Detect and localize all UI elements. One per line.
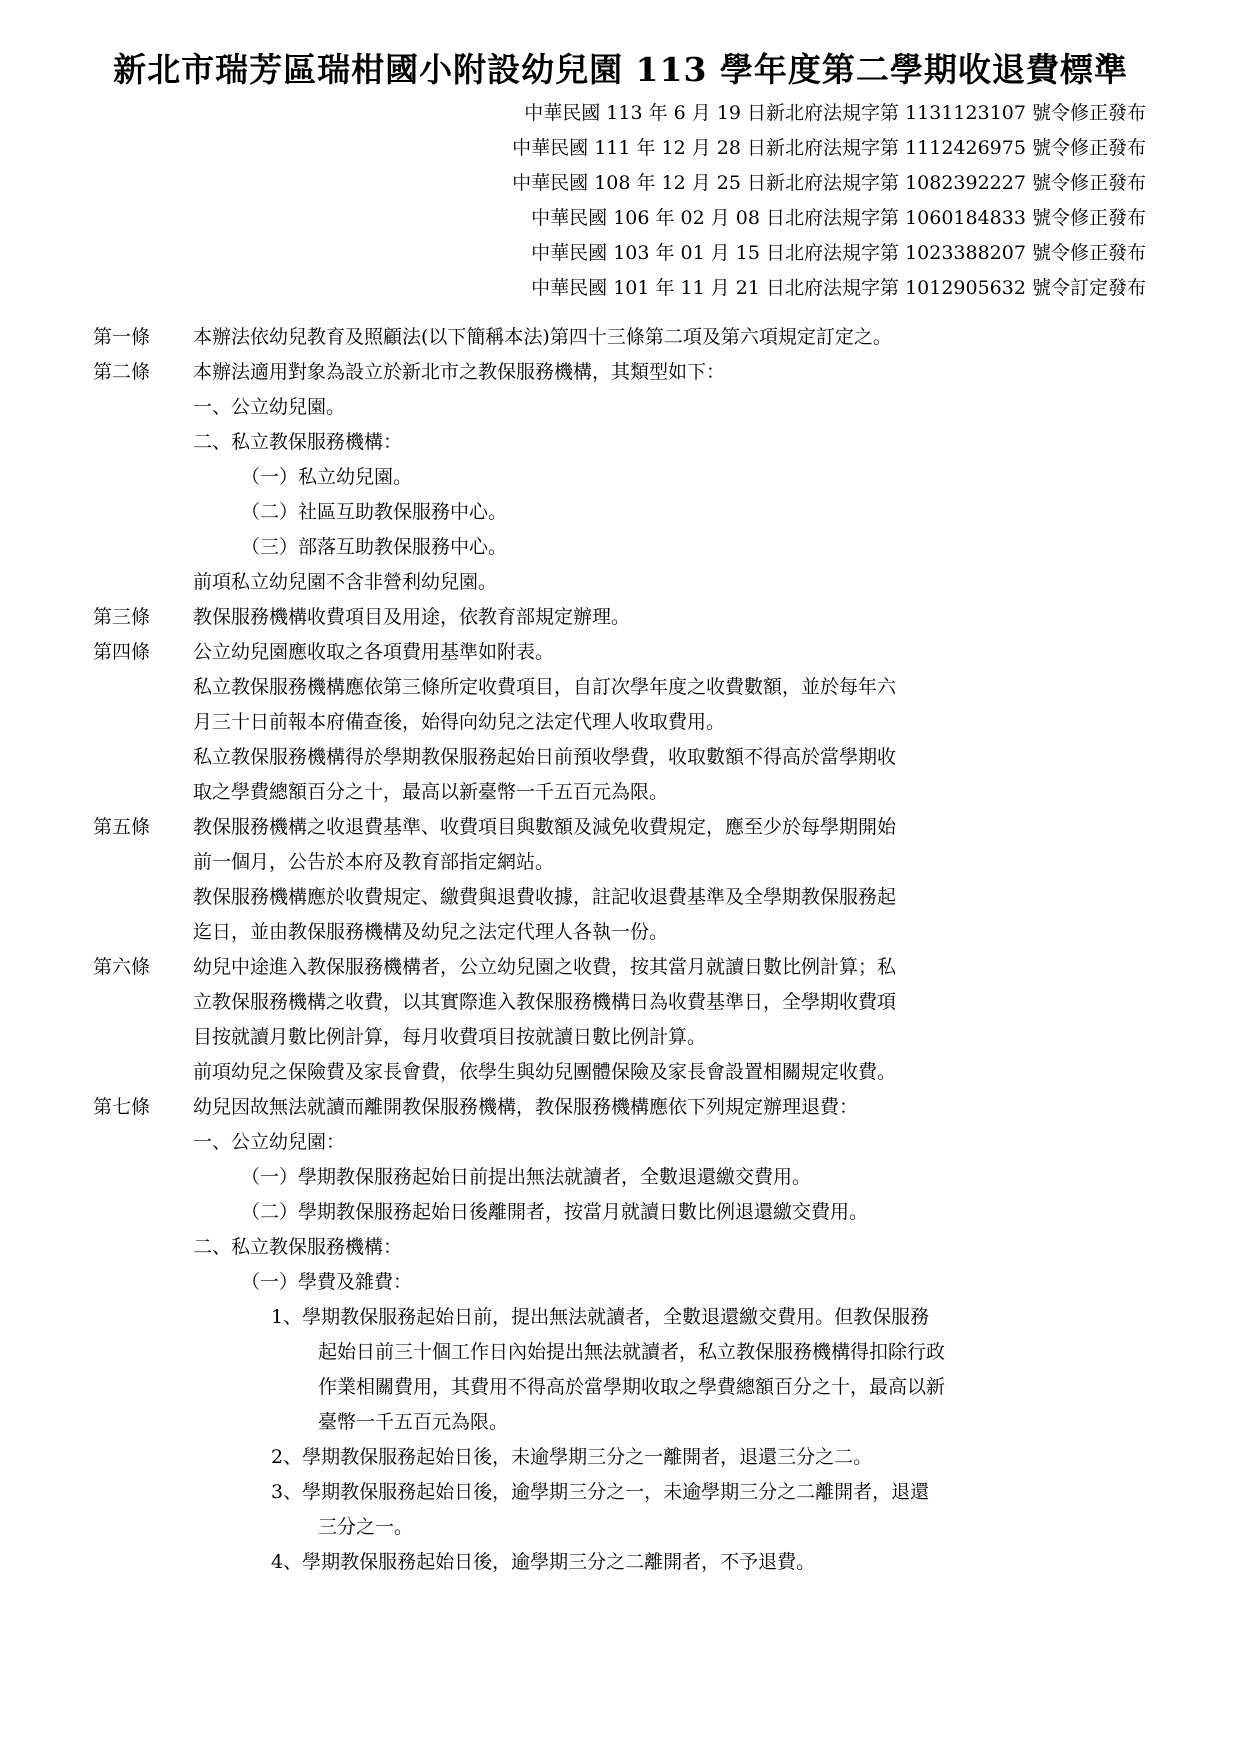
article-line: 月三十日前報本府備查後，始得向幼兒之法定代理人收取費用。 <box>193 711 726 733</box>
article-label: 第二條 <box>93 361 151 383</box>
article-line: （一）學費及雜費： <box>241 1271 413 1293</box>
article-3 <box>93 600 1153 635</box>
amendment-history <box>512 96 1146 306</box>
amendment-line: 中華民國 113 年 6 月 19 日新北府法規字第 1131123107 號令修正發布 <box>524 102 1146 124</box>
article-line: 臺幣一千五百元為限。 <box>318 1411 509 1433</box>
article-text: 本辦法依幼兒教育及照顧法(以下簡稱本法)第四十三條第二項及第六項規定訂定之。 <box>193 326 892 348</box>
article-line: 前項幼兒之保險費及家長會費，依學生與幼兒團體保險及家長會設置相關規定收費。 <box>193 1061 897 1083</box>
article-line: 前項私立幼兒園不含非營利幼兒園。 <box>193 571 498 593</box>
article-line: 一、公立幼兒園。 <box>193 396 346 418</box>
article-line: 4、學期教保服務起始日後，逾學期三分之二離開者，不予退費。 <box>271 1551 816 1573</box>
article-2 <box>93 355 1153 390</box>
article-label: 第六條 <box>93 956 151 978</box>
article-label: 第五條 <box>93 816 151 838</box>
amendment-line: 中華民國 111 年 12 月 28 日新北府法規字第 1112426975 號令修正發布 <box>512 137 1146 159</box>
article-6 <box>93 950 1153 985</box>
amendment-line: 中華民國 108 年 12 月 25 日新北府法規字第 1082392227 號令修正發布 <box>512 172 1146 194</box>
article-line: （二）學期教保服務起始日後離開者，按當月就讀日數比例退還繳交費用。 <box>241 1201 869 1223</box>
article-line: 一、公立幼兒園： <box>193 1131 346 1153</box>
article-line: 3、學期教保服務起始日後，逾學期三分之一，未逾學期三分之二離開者，退還 <box>271 1481 930 1503</box>
article-line: 取之學費總額百分之十，最高以新臺幣一千五百元為限。 <box>193 781 669 803</box>
article-1 <box>93 320 1153 355</box>
article-7 <box>93 1090 1153 1125</box>
amendment-line: 中華民國 101 年 11 月 21 日北府法規字第 1012905632 號令訂定發布 <box>531 277 1146 299</box>
article-4 <box>93 635 1153 670</box>
article-line: 作業相關費用，其費用不得高於當學期收取之學費總額百分之十，最高以新 <box>318 1376 946 1398</box>
amendment-line: 中華民國 106 年 02 月 08 日北府法規字第 1060184833 號令修正發布 <box>531 207 1146 229</box>
article-line: 1、學期教保服務起始日前，提出無法就讀者，全數退還繳交費用。但教保服務 <box>271 1306 930 1328</box>
article-line: 私立教保服務機構應依第三條所定收費項目，自訂次學年度之收費數額，並於每年六 <box>193 676 897 698</box>
article-line: 起始日前三十個工作日內始提出無法就讀者，私立教保服務機構得扣除行政 <box>318 1341 946 1363</box>
article-line: 二、私立教保服務機構： <box>193 431 403 453</box>
article-label: 第三條 <box>93 606 151 628</box>
article-text: 幼兒因故無法就讀而離開教保服務機構，教保服務機構應依下列規定辦理退費： <box>193 1096 859 1118</box>
amendment-line: 中華民國 103 年 01 月 15 日北府法規字第 1023388207 號令修正發布 <box>531 242 1146 264</box>
article-line: （一）學期教保服務起始日前提出無法就讀者，全數退還繳交費用。 <box>241 1166 812 1188</box>
article-text: 幼兒中途進入教保服務機構者，公立幼兒園之收費，按其當月就讀日數比例計算；私 <box>193 956 897 978</box>
article-line: 立教保服務機構之收費，以其實際進入教保服務機構日為收費基準日，全學期收費項 <box>193 991 897 1013</box>
article-label: 第一條 <box>93 326 151 348</box>
document-title: 新北市瑞芳區瑞柑國小附設幼兒園 113 學年度第二學期收退費標準 <box>113 50 1128 89</box>
article-line: 迄日，並由教保服務機構及幼兒之法定代理人各執一份。 <box>193 921 669 943</box>
article-line: 前一個月，公告於本府及教育部指定網站。 <box>193 851 555 873</box>
article-line: 三分之一。 <box>318 1516 414 1538</box>
article-line: （二）社區互助教保服務中心。 <box>241 501 508 523</box>
article-text: 公立幼兒園應收取之各項費用基準如附表。 <box>193 641 555 663</box>
article-line: （一）私立幼兒園。 <box>241 466 413 488</box>
article-line: 私立教保服務機構得於學期教保服務起始日前預收學費，收取數額不得高於當學期收 <box>193 746 897 768</box>
article-text: 教保服務機構收費項目及用途，依教育部規定辦理。 <box>193 606 631 628</box>
article-label: 第四條 <box>93 641 151 663</box>
articles-body <box>93 320 1153 1580</box>
article-5 <box>93 810 1153 845</box>
article-line: 教保服務機構應於收費規定、繳費與退費收據，註記收退費基準及全學期教保服務起 <box>193 886 897 908</box>
article-line: （三）部落互助教保服務中心。 <box>241 536 508 558</box>
article-label: 第七條 <box>93 1096 151 1118</box>
article-line: 2、學期教保服務起始日後，未逾學期三分之一離開者，退還三分之二。 <box>271 1446 873 1468</box>
article-text: 本辦法適用對象為設立於新北市之教保服務機構，其類型如下： <box>193 361 726 383</box>
article-line: 目按就讀月數比例計算，每月收費項目按就讀日數比例計算。 <box>193 1026 707 1048</box>
article-line: 二、私立教保服務機構： <box>193 1236 403 1258</box>
article-text: 教保服務機構之收退費基準、收費項目與數額及減免收費規定，應至少於每學期開始 <box>193 816 897 838</box>
